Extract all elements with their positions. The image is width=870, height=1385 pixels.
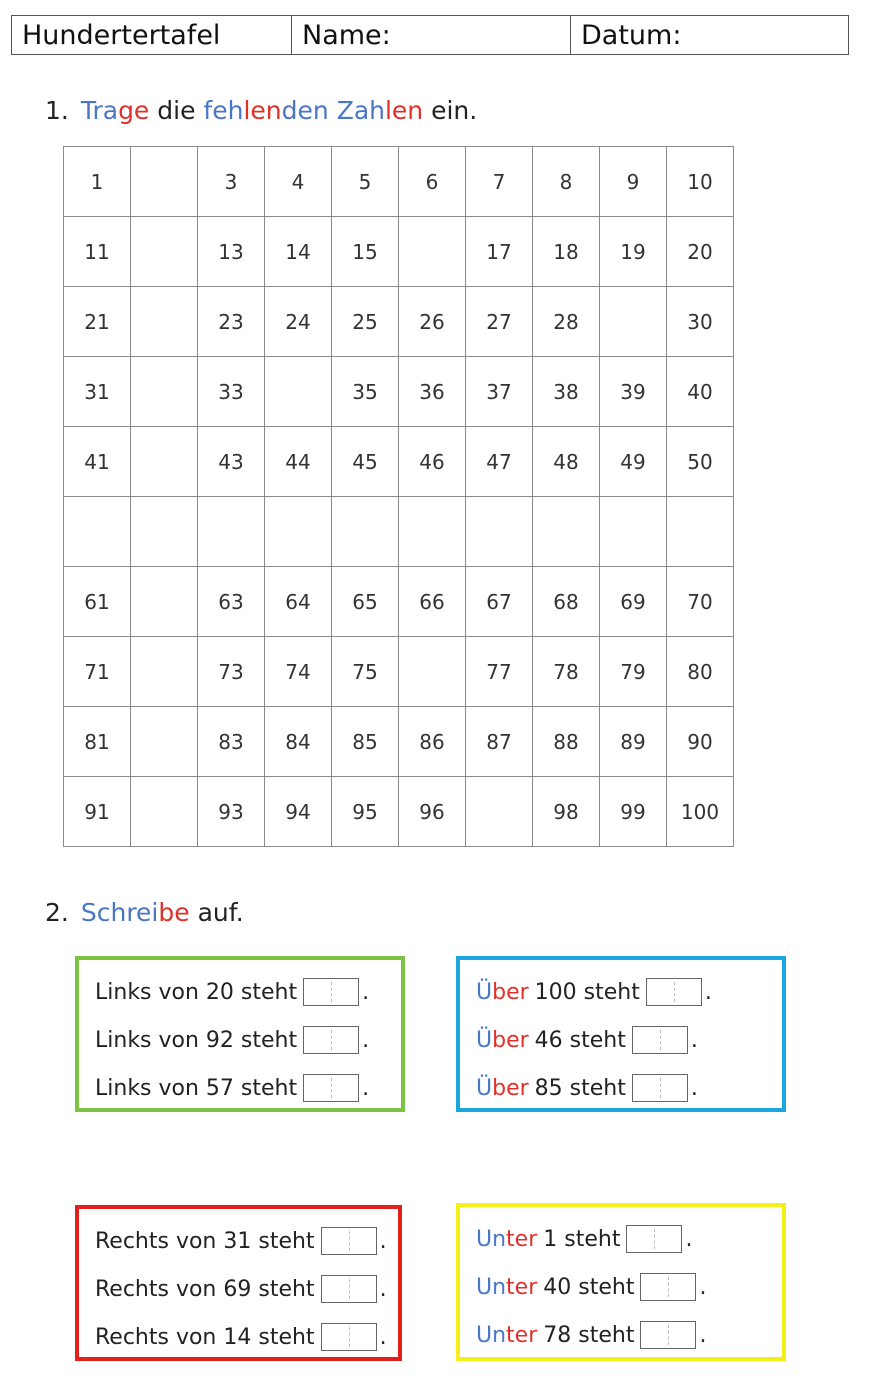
word-part: ge [118,96,150,125]
grid-cell: 79 [600,637,667,707]
exercise-row [476,1016,782,1064]
grid-cell-empty[interactable] [131,777,198,847]
answer-box[interactable] [632,1074,688,1102]
grid-cell-empty[interactable] [131,637,198,707]
word-part: len [384,96,424,125]
grid-cell-empty[interactable] [399,637,466,707]
grid-cell: 6 [399,147,466,217]
grid-cell: 24 [265,287,332,357]
grid-cell: 67 [466,567,533,637]
exercise-text: Links von 92 steht [95,1027,298,1053]
grid-cell: 19 [600,217,667,287]
answer-box[interactable] [321,1275,377,1303]
prefix-part: Un [476,1274,507,1300]
answer-box[interactable] [303,1074,359,1102]
grid-cell-empty[interactable] [131,357,198,427]
grid-cell: 49 [600,427,667,497]
period: . [699,1274,707,1300]
grid-cell: 98 [533,777,600,847]
grid-cell: 25 [332,287,399,357]
grid-cell: 70 [667,567,734,637]
prefix-part: Ü [476,979,493,1005]
grid-row [64,357,734,427]
grid-cell: 100 [667,777,734,847]
grid-cell: 40 [667,357,734,427]
grid-cell: 94 [265,777,332,847]
grid-cell-empty[interactable] [265,497,332,567]
grid-cell: 65 [332,567,399,637]
grid-row [64,217,734,287]
prefix-part: Ü [476,1075,493,1101]
prefix-part: ber [492,1027,529,1053]
prefix-part: Ü [476,1027,493,1053]
grid-cell: 91 [64,777,131,847]
grid-cell-empty[interactable] [332,497,399,567]
ueber-box [456,956,786,1112]
prefix-part: ber [492,1075,529,1101]
grid-cell: 31 [64,357,131,427]
grid-cell: 63 [198,567,265,637]
exercise-row [95,1064,401,1112]
grid-cell: 64 [265,567,332,637]
task-number: 2. [45,898,69,927]
exercise-text: Rechts von 14 steht [95,1324,315,1350]
grid-cell: 23 [198,287,265,357]
exercise-row [95,968,401,1016]
grid-cell: 77 [466,637,533,707]
word-part: Tra [80,96,119,125]
grid-cell-empty[interactable] [667,497,734,567]
prefix-part: ter [506,1226,538,1252]
grid-cell-empty[interactable] [131,497,198,567]
grid-cell: 61 [64,567,131,637]
grid-cell: 93 [198,777,265,847]
grid-cell-empty[interactable] [131,427,198,497]
exercise-row [476,1215,782,1263]
prefix-part: Un [476,1226,507,1252]
exercise-row [95,1313,398,1361]
grid-row [64,287,734,357]
grid-cell: 20 [667,217,734,287]
grid-cell-empty[interactable] [265,357,332,427]
grid-cell: 1 [64,147,131,217]
links-box [75,956,405,1112]
grid-cell: 13 [198,217,265,287]
grid-cell: 75 [332,637,399,707]
exercise-row [95,1265,398,1313]
word-part: den [281,96,329,125]
period: . [362,1027,370,1053]
grid-cell: 17 [466,217,533,287]
period: . [379,1324,387,1350]
word-part: feh [203,96,244,125]
grid-cell-empty[interactable] [131,567,198,637]
word-part: Schrei [80,898,159,927]
worksheet-title: Hundertertafel [12,16,292,54]
grid-cell: 74 [265,637,332,707]
answer-box[interactable] [640,1273,696,1301]
grid-row [64,427,734,497]
task-2-instruction [45,898,244,927]
grid-cell: 5 [332,147,399,217]
prefix-part: ber [492,979,529,1005]
grid-cell: 46 [399,427,466,497]
word-part: len [243,96,282,125]
grid-cell: 50 [667,427,734,497]
grid-cell: 35 [332,357,399,427]
exercise-text: 1 steht [543,1226,621,1252]
grid-cell: 38 [533,357,600,427]
period: . [699,1322,707,1348]
answer-box[interactable] [640,1321,696,1349]
exercise-text: Links von 20 steht [95,979,298,1005]
grid-cell-empty[interactable] [131,707,198,777]
grid-cell-empty[interactable] [600,497,667,567]
grid-cell: 27 [466,287,533,357]
grid-cell: 45 [332,427,399,497]
grid-cell: 81 [64,707,131,777]
word: ein. [431,96,478,125]
period: . [362,1075,370,1101]
word-part: be [158,898,190,927]
exercise-row [476,1311,782,1359]
grid-cell: 44 [265,427,332,497]
answer-box[interactable] [321,1227,377,1255]
grid-cell: 85 [332,707,399,777]
grid-row [64,567,734,637]
grid-cell-empty[interactable] [466,777,533,847]
exercise-row [95,1016,401,1064]
grid-cell-empty[interactable] [131,147,198,217]
grid-cell: 69 [600,567,667,637]
grid-cell: 90 [667,707,734,777]
word-part: Zah [336,96,385,125]
answer-box[interactable] [303,1026,359,1054]
grid-cell-empty[interactable] [533,497,600,567]
word: die [157,96,196,125]
prefix-part: Un [476,1322,507,1348]
exercise-row [476,1263,782,1311]
exercise-text: Rechts von 69 steht [95,1276,315,1302]
grid-cell: 4 [265,147,332,217]
grid-cell: 39 [600,357,667,427]
period: . [685,1226,693,1252]
grid-cell: 28 [533,287,600,357]
task-number: 1. [45,96,69,125]
exercise-row [95,1217,398,1265]
prefix-part: ter [506,1322,538,1348]
grid-row [64,777,734,847]
date-field[interactable]: Datum: [581,19,682,51]
grid-cell: 30 [667,287,734,357]
grid-cell: 80 [667,637,734,707]
grid-cell: 9 [600,147,667,217]
period: . [379,1228,387,1254]
answer-box[interactable] [303,978,359,1006]
grid-cell: 84 [265,707,332,777]
grid-cell: 10 [667,147,734,217]
grid-cell: 3 [198,147,265,217]
unter-box [456,1203,786,1361]
grid-row [64,707,734,777]
grid-cell: 99 [600,777,667,847]
exercise-text: 78 steht [543,1322,635,1348]
grid-cell: 7 [466,147,533,217]
grid-cell: 96 [399,777,466,847]
prefix-part: ter [506,1274,538,1300]
grid-row [64,147,734,217]
answer-box[interactable] [626,1225,682,1253]
exercise-row [476,1064,782,1112]
grid-cell: 78 [533,637,600,707]
grid-cell: 89 [600,707,667,777]
grid-cell: 8 [533,147,600,217]
grid-cell: 33 [198,357,265,427]
grid-cell-empty[interactable] [198,497,265,567]
grid-cell-empty[interactable] [64,497,131,567]
grid-cell: 41 [64,427,131,497]
grid-cell: 36 [399,357,466,427]
grid-cell-empty[interactable] [399,497,466,567]
grid-cell: 14 [265,217,332,287]
grid-cell: 37 [466,357,533,427]
name-field[interactable]: Name: [292,16,571,54]
grid-cell: 95 [332,777,399,847]
grid-cell-empty[interactable] [600,287,667,357]
header-table [11,15,849,55]
exercise-text: 100 steht [534,979,640,1005]
exercise-text: Rechts von 31 steht [95,1228,315,1254]
grid-cell-empty[interactable] [131,217,198,287]
exercise-text: 85 steht [534,1075,626,1101]
exercise-text: 46 steht [534,1027,626,1053]
rechts-box [75,1205,402,1361]
grid-cell: 66 [399,567,466,637]
exercise-row [476,968,782,1016]
period: . [379,1276,387,1302]
period: . [690,1027,698,1053]
grid-cell-empty[interactable] [466,497,533,567]
period: . [704,979,712,1005]
grid-cell: 47 [466,427,533,497]
grid-cell: 26 [399,287,466,357]
grid-row [64,497,734,567]
grid-cell: 43 [198,427,265,497]
word: auf. [197,898,244,927]
task-1-instruction [45,96,477,125]
grid-cell: 73 [198,637,265,707]
answer-box[interactable] [321,1323,377,1351]
grid-cell: 86 [399,707,466,777]
grid-cell: 21 [64,287,131,357]
grid-cell: 88 [533,707,600,777]
period: . [362,979,370,1005]
grid-cell: 71 [64,637,131,707]
exercise-text: Links von 57 steht [95,1075,298,1101]
grid-cell: 15 [332,217,399,287]
answer-box[interactable] [632,1026,688,1054]
exercise-text: 40 steht [543,1274,635,1300]
grid-cell-empty[interactable] [399,217,466,287]
grid-cell: 48 [533,427,600,497]
answer-box[interactable] [646,978,702,1006]
grid-cell: 11 [64,217,131,287]
grid-cell: 18 [533,217,600,287]
grid-cell: 83 [198,707,265,777]
grid-cell-empty[interactable] [131,287,198,357]
hundred-chart [63,146,734,847]
period: . [690,1075,698,1101]
grid-cell: 87 [466,707,533,777]
grid-row [64,637,734,707]
grid-cell: 68 [533,567,600,637]
